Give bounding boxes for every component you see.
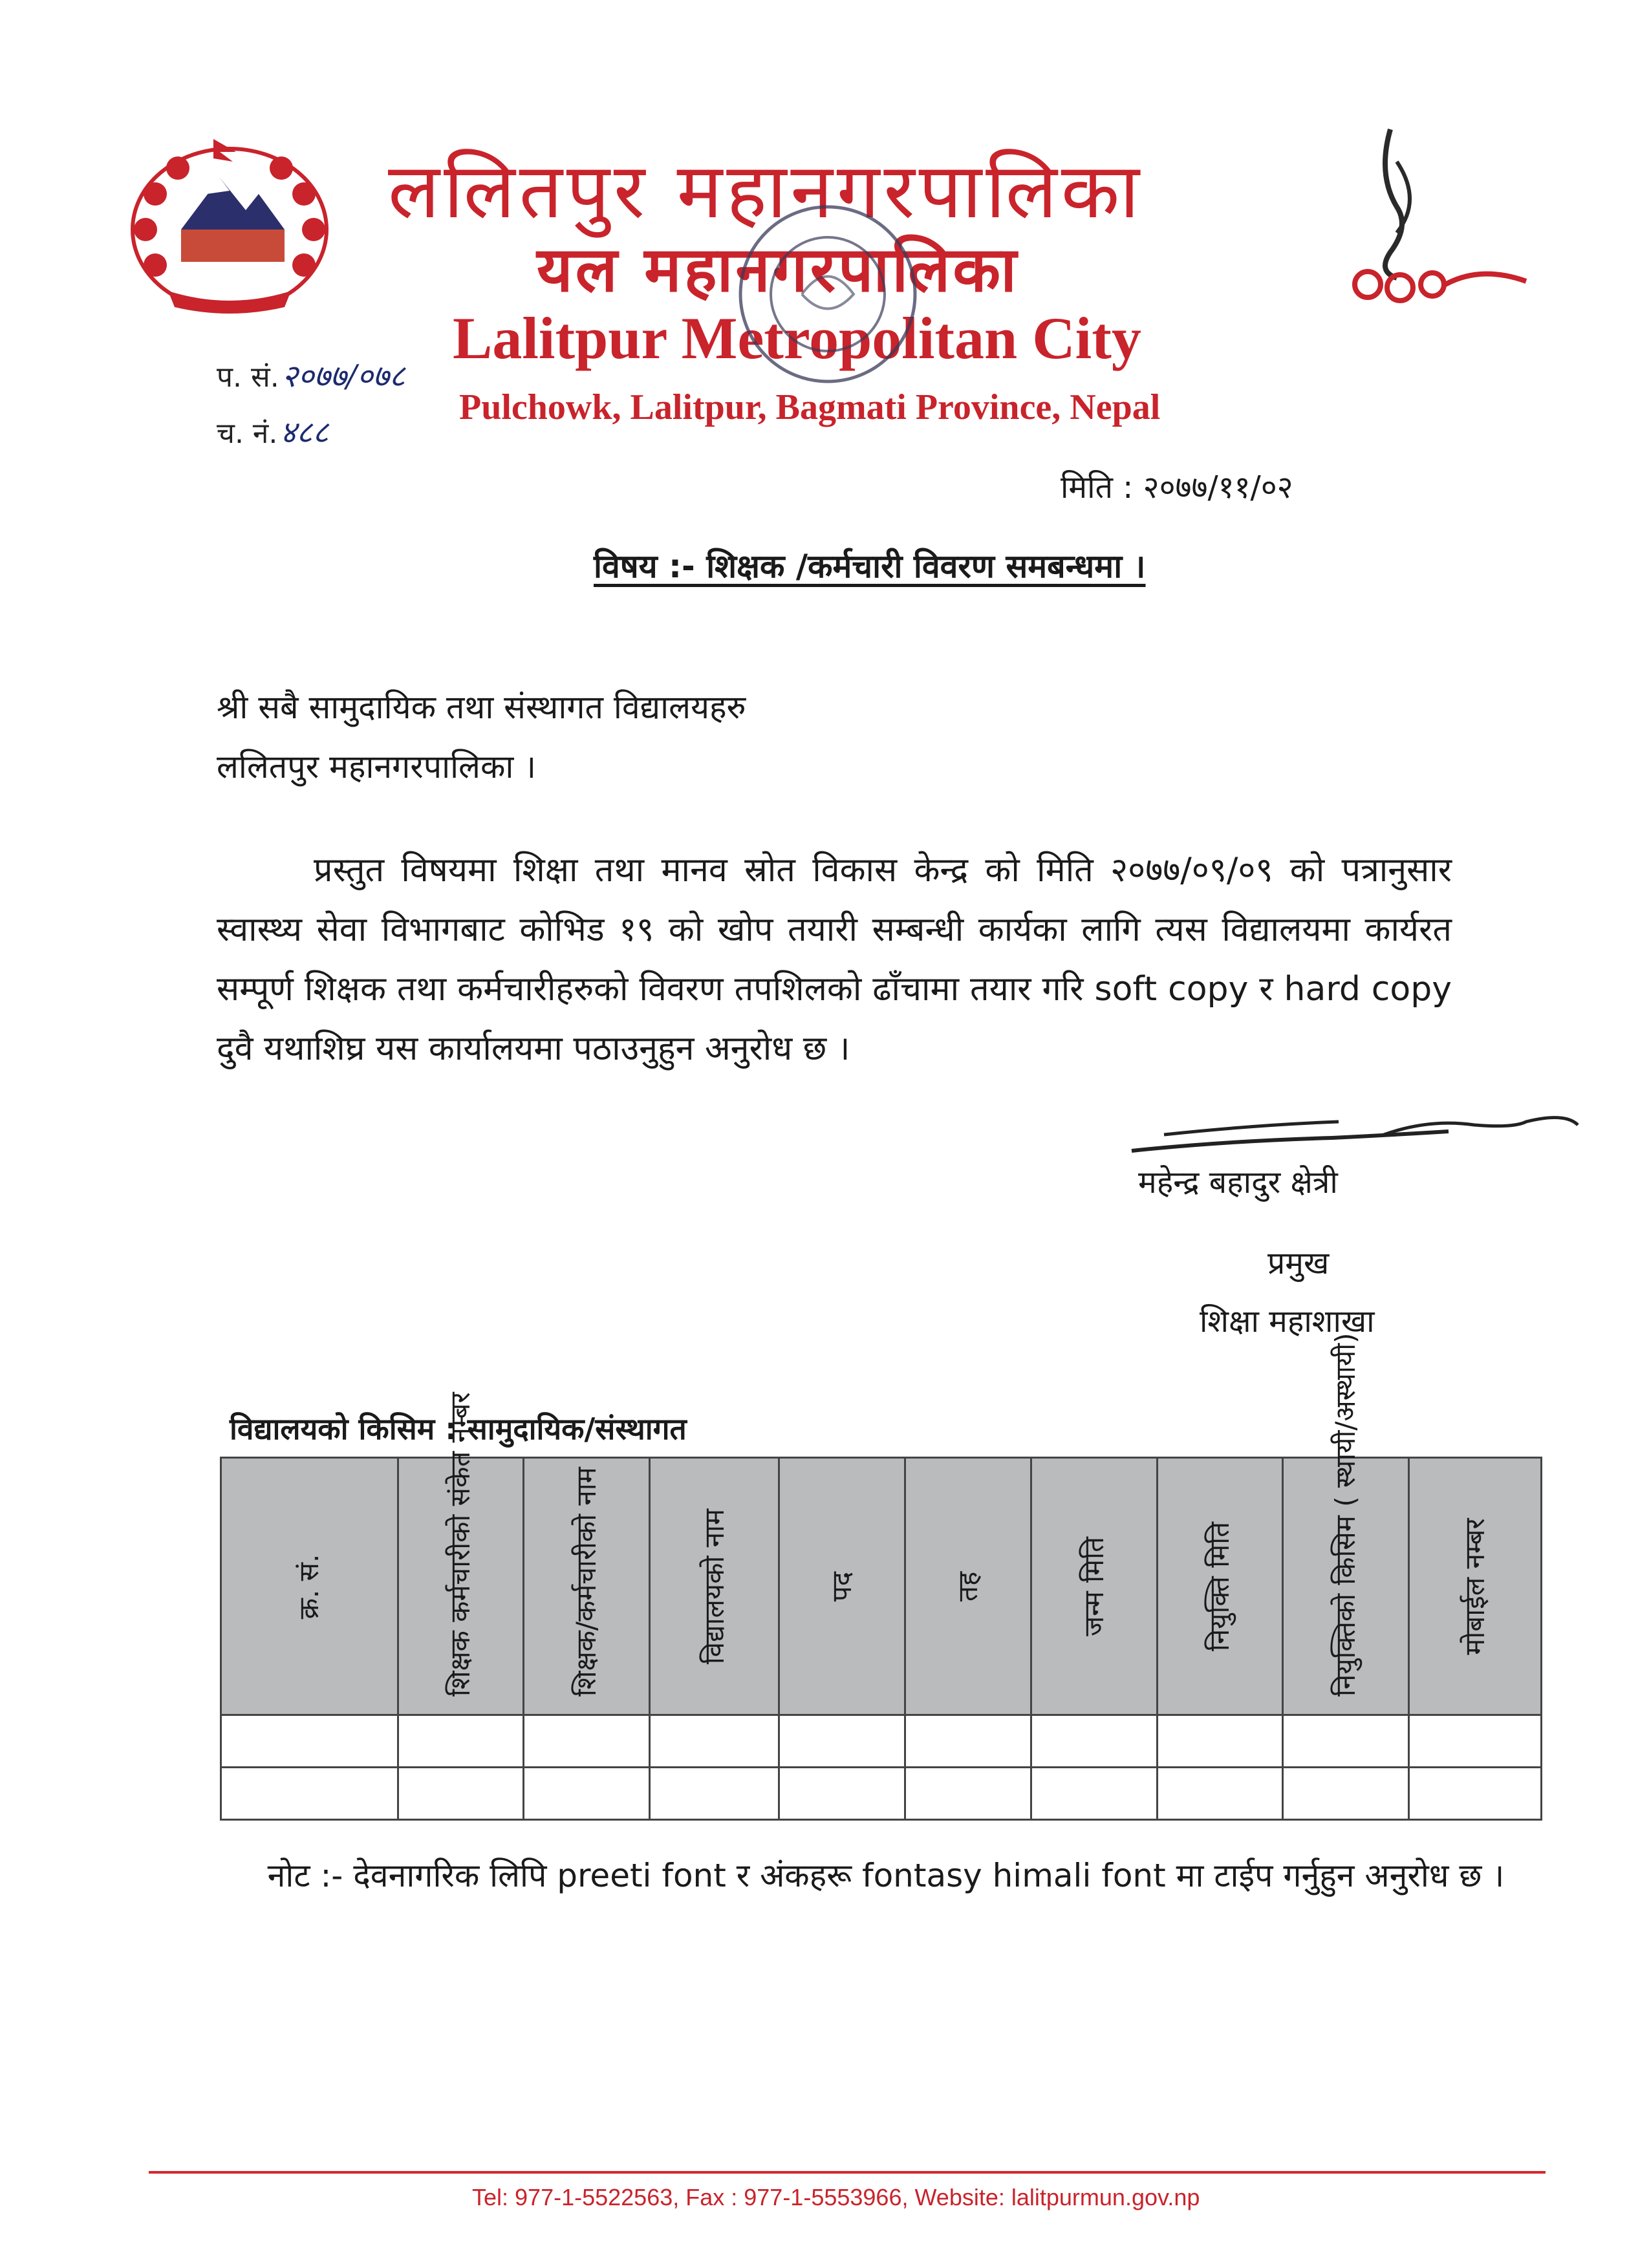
letter-subject: विषय :- शिक्षक /कर्मचारी विवरण समबन्धमा । xyxy=(594,548,1146,585)
letterhead-address: Pulchowk, Lalitpur, Bagmati Province, Nepal xyxy=(459,387,1161,427)
patra-label: प. सं. xyxy=(217,361,279,394)
header-cell-level: तह xyxy=(905,1458,1031,1715)
header-cell-code: शिक्षक कर्मचारीको संकेत नम्बर xyxy=(398,1458,524,1715)
header-cell-serial: क्र. सं. xyxy=(221,1458,398,1715)
header-cell-birthdate: जन्म मिति xyxy=(1031,1458,1157,1715)
table-row xyxy=(221,1768,1542,1820)
letter-body: प्रस्तुत विषयमा शिक्षा तथा मानव स्रोत विकास केन्द्र को मिति २०७७/०९/०९ को पत्रानुसार स्वास्थ्य सेवा विभागबाट कोभिड १९ को खोप तयारी सम्बन्धी कार्यका लागि त्यस विद्यालयमा कार्यरत सम्पूर्ण शिक्षक तथा कर्मचारीहरुको विवरण तपशिलको ढाँचामा तयार गरि soft copy र hard copy दुवै यथाशिघ्र यस कार्यालयमा पठाउनुहुन अनुरोध छ । xyxy=(217,851,1452,1068)
signatory-title: प्रमुख xyxy=(1267,1245,1330,1281)
table-header-row xyxy=(221,1458,1542,1715)
office-stamp-icon xyxy=(731,197,925,391)
header-cell-mobile: मोबाईल नम्बर xyxy=(1409,1458,1542,1715)
header-cell-school: विद्यालयको नाम xyxy=(650,1458,779,1715)
chalani-value: ४८८ xyxy=(280,414,329,451)
nepal-emblem-icon xyxy=(123,133,336,320)
letterhead-title-newari: यल महानगरपालिका xyxy=(537,233,1019,306)
signatory-office: शिक्षा महाशाखा xyxy=(1200,1303,1375,1340)
table-row xyxy=(221,1715,1542,1768)
reference-patra-sankhya xyxy=(217,354,405,396)
font-note: नोट :- देवनागरिक लिपि preeti font र अंकहरू fontasy himali font मा टाईप गर्नुहुन अनुरोध छ । xyxy=(267,1857,1505,1894)
table-caption: विद्यालयको किसिम : सामुदायिक/संस्थागत xyxy=(230,1411,687,1446)
header-cell-appointment-date: नियुक्ति मिति xyxy=(1157,1458,1283,1715)
letterhead-title-english: Lalitpur Metropolitan City xyxy=(453,305,1141,371)
letter-date: मिति : २०७७/११/०२ xyxy=(1061,469,1293,506)
header-cell-post: पद xyxy=(779,1458,905,1715)
reference-chalani-number xyxy=(217,411,329,453)
patra-value: २०७७/०७८ xyxy=(281,358,405,394)
header-cell-name: शिक्षक/कर्मचारीको नाम xyxy=(524,1458,650,1715)
header-cell-appointment-type: नियुक्तिको किसिम ( स्थायी/अस्थायी) xyxy=(1283,1458,1409,1715)
signatory-name: महेन्द्र बहादुर क्षेत्री xyxy=(1138,1164,1338,1201)
footer-contact: Tel: 977-1-5522563, Fax : 977-1-5553966, Website: lalitpurmun.gov.np xyxy=(472,2184,1200,2210)
recipient-line-1: श्री सबै सामुदायिक तथा संस्थागत विद्यालयहरु xyxy=(217,689,746,726)
letterhead-title-nepali: ललितपुर महानगरपालिका xyxy=(388,146,1143,235)
recipient-line-2: ललितपुर महानगरपालिका । xyxy=(217,748,537,786)
chalani-label: च. नं. xyxy=(217,417,278,450)
city-logo-icon xyxy=(1339,123,1533,310)
footer-divider xyxy=(149,2171,1546,2174)
